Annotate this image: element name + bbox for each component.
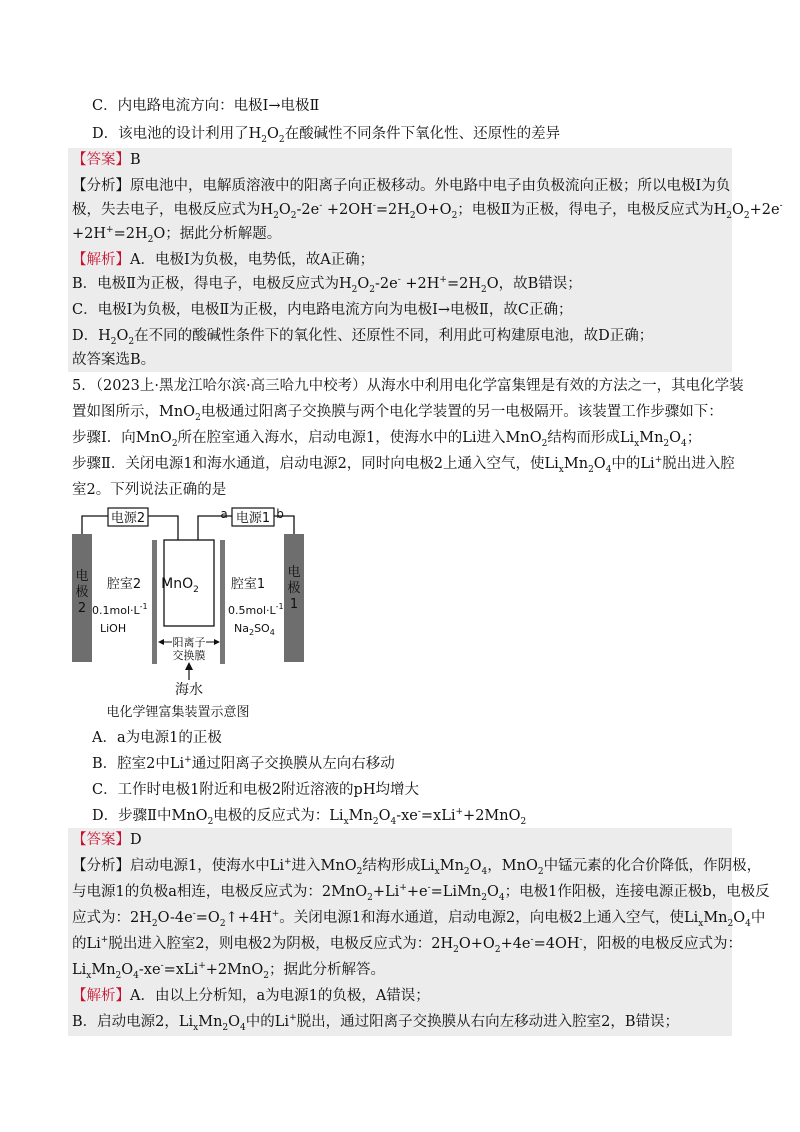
q5-analysis-line4: 的Li+脱出进入腔室2，则电极2为阴极，电极反应式为：$2H_2O+O_2+4e^-=4OH^-$，阳极的电极反应式为： [72, 935, 743, 955]
q5-option-d: D．步骤Ⅱ中MnO$_2$电极的反应式为：$Li_xMn_2O_4-xe^-=xLi^++2MnO_2$ [92, 807, 527, 827]
svg-text:极: 极 [75, 585, 89, 600]
q4-option-d: D．该电池的设计利用了$H_2O_2$在酸碱性不同条件下氧化性、还原性的差异 [92, 126, 561, 145]
membrane-left [152, 540, 157, 664]
chamber1-solution: $Na_2SO_4$ [234, 622, 275, 637]
q4-jiexi-a: 【解析】A．电极Ⅰ为负极，电势低，故A正确； [72, 252, 375, 268]
chamber2-label: 腔室2 [106, 577, 142, 592]
power1-label: 电源1 [235, 511, 271, 526]
chamber1-label: 腔室1 [230, 577, 266, 592]
q5-analysis-line3: 应式为：$2H_2O-4e^-=O_2↑+4H^+$。关闭电源1和海水通道，启动电源2，向电极2上通入空气，使$Li_xMn_2O_4$中 [72, 909, 766, 929]
seawater-label: 海水 [175, 682, 203, 698]
q4-jiexi-c: C．电极Ⅰ为负极，电极Ⅱ为正极，内电路电流方向为电极Ⅰ→电极Ⅱ，故C正确； [72, 302, 573, 318]
q4-jiexi-b: B．电极Ⅱ为正极，得电子，电极反应式为$H_2O_2-2e^- +2H^+=2H_2O$，故B错误； [72, 275, 582, 295]
q5-stem-line2: 置如图所示，MnO$_2$电极通过阳离子交换膜与两个电化学装置的另一电极隔开。该装置工作步骤如下： [72, 404, 723, 423]
q4-analysis-line1: 【分析】原电池中，电解质溶液中的阳离子向正极移动。外电路中电子由负极流向正极；所以电极Ⅰ为负 [72, 178, 731, 194]
power2-label: 电源2 [110, 511, 146, 526]
q5-option-b: B．腔室2中Li+通过阳离子交换膜从左向右移动 [92, 755, 395, 772]
q5-analysis-line2: 与电源1的负极a相连，电极反应式为：$2MnO_2+Li^++e^-=LiMn_2O_4$；电极1作阳极，连接电源正极b，电极反 [72, 883, 770, 903]
q4-conclusion: 故答案选B。 [72, 352, 156, 368]
svg-text:电: 电 [75, 569, 89, 584]
q4-option-c: C．内电路电流方向：电极Ⅰ→电极Ⅱ [92, 98, 320, 114]
membrane-label-2: 交换膜 [172, 649, 206, 662]
svg-text:2: 2 [77, 601, 87, 616]
diagram-caption: 电化学锂富集装置示意图 [106, 705, 250, 720]
wire-power2-right [148, 516, 178, 540]
q4-analysis-line3: $+2H^+=2H_2O$；据此分析解题。 [72, 225, 282, 245]
q4-analysis-line2: 极，失去电子，电极反应式为$H_2O_2-2e^- +2OH^-=2H_2O+O_2$；电极Ⅱ为正极，得电子，电极反应式为$H_2O_2+2e^-$ [72, 201, 783, 221]
q5-analysis-line1: 【分析】启动电源1，使海水中Li+进入MnO$_2$结构形成$Li_xMn_2O_4$，MnO$_2$中锰元素的化合价降低，作阴极， [72, 857, 762, 877]
q5-analysis-line5: $Li_xMn_2O_4-xe^-=xLi^++2MnO_2$；据此分析解答。 [72, 961, 385, 981]
lithium-enrichment-diagram [68, 502, 328, 722]
membrane-label-1: 阳离子 [172, 636, 206, 649]
q5-stem-line1: 5．（2023上·黑龙江哈尔滨·高三哈九中校考）从海水中利用电化学富集锂是有效的方法之一，其电化学装 [72, 378, 744, 394]
q5-option-a: A．a为电源1的正极 [92, 730, 222, 746]
chamber2-solution: LiOH [100, 622, 127, 635]
q5-jiexi-a: 【解析】A．由以上分析知，a为电源1的负极，A错误； [72, 988, 430, 1004]
q5-step2: 步骤Ⅱ．关闭电源1和海水通道，启动电源2，同时向电极2上通入空气，使$Li_xMn_2O_4$中的Li+脱出进入腔 [72, 455, 735, 475]
q5-answer: 【答案】D [72, 832, 142, 848]
mno2-label: MnO$_2$ [161, 576, 199, 595]
terminal-b: b [276, 507, 284, 521]
q5-jiexi-b: B．启动电源2，$Li_xMn_2O_4$中的Li+脱出，通过阳离子交换膜从右向左移动进入腔室2，B错误； [72, 1013, 679, 1033]
q5-step1: 步骤Ⅰ．向MnO$_2$所在腔室通入海水，启动电源1，使海水中的Li进入MnO$_2$结构而形成$Li_xMn_2O_4$； [72, 430, 702, 449]
terminal-a: a [220, 507, 228, 521]
q5-stem-line5: 室2。下列说法正确的是 [72, 482, 227, 498]
wire-power2 [82, 516, 108, 534]
svg-text:极: 极 [287, 581, 301, 596]
membrane-right [220, 540, 225, 664]
svg-text:电: 电 [287, 565, 301, 580]
chamber2-conc: $0.1mol\cdot L^{-1}$ [92, 602, 148, 617]
q5-option-c: C．工作时电极1附近和电极2附近溶液的pH均增大 [92, 782, 419, 798]
q4-jiexi-d: D．$H_2O_2$在不同的酸碱性条件下的氧化性、还原性不同，利用此可构建原电池，故D正确； [72, 328, 654, 347]
svg-text:1: 1 [289, 597, 299, 612]
q4-answer: 【答案】B [72, 152, 141, 168]
chamber1-conc: $0.5mol\cdot L^{-1}$ [228, 602, 284, 617]
